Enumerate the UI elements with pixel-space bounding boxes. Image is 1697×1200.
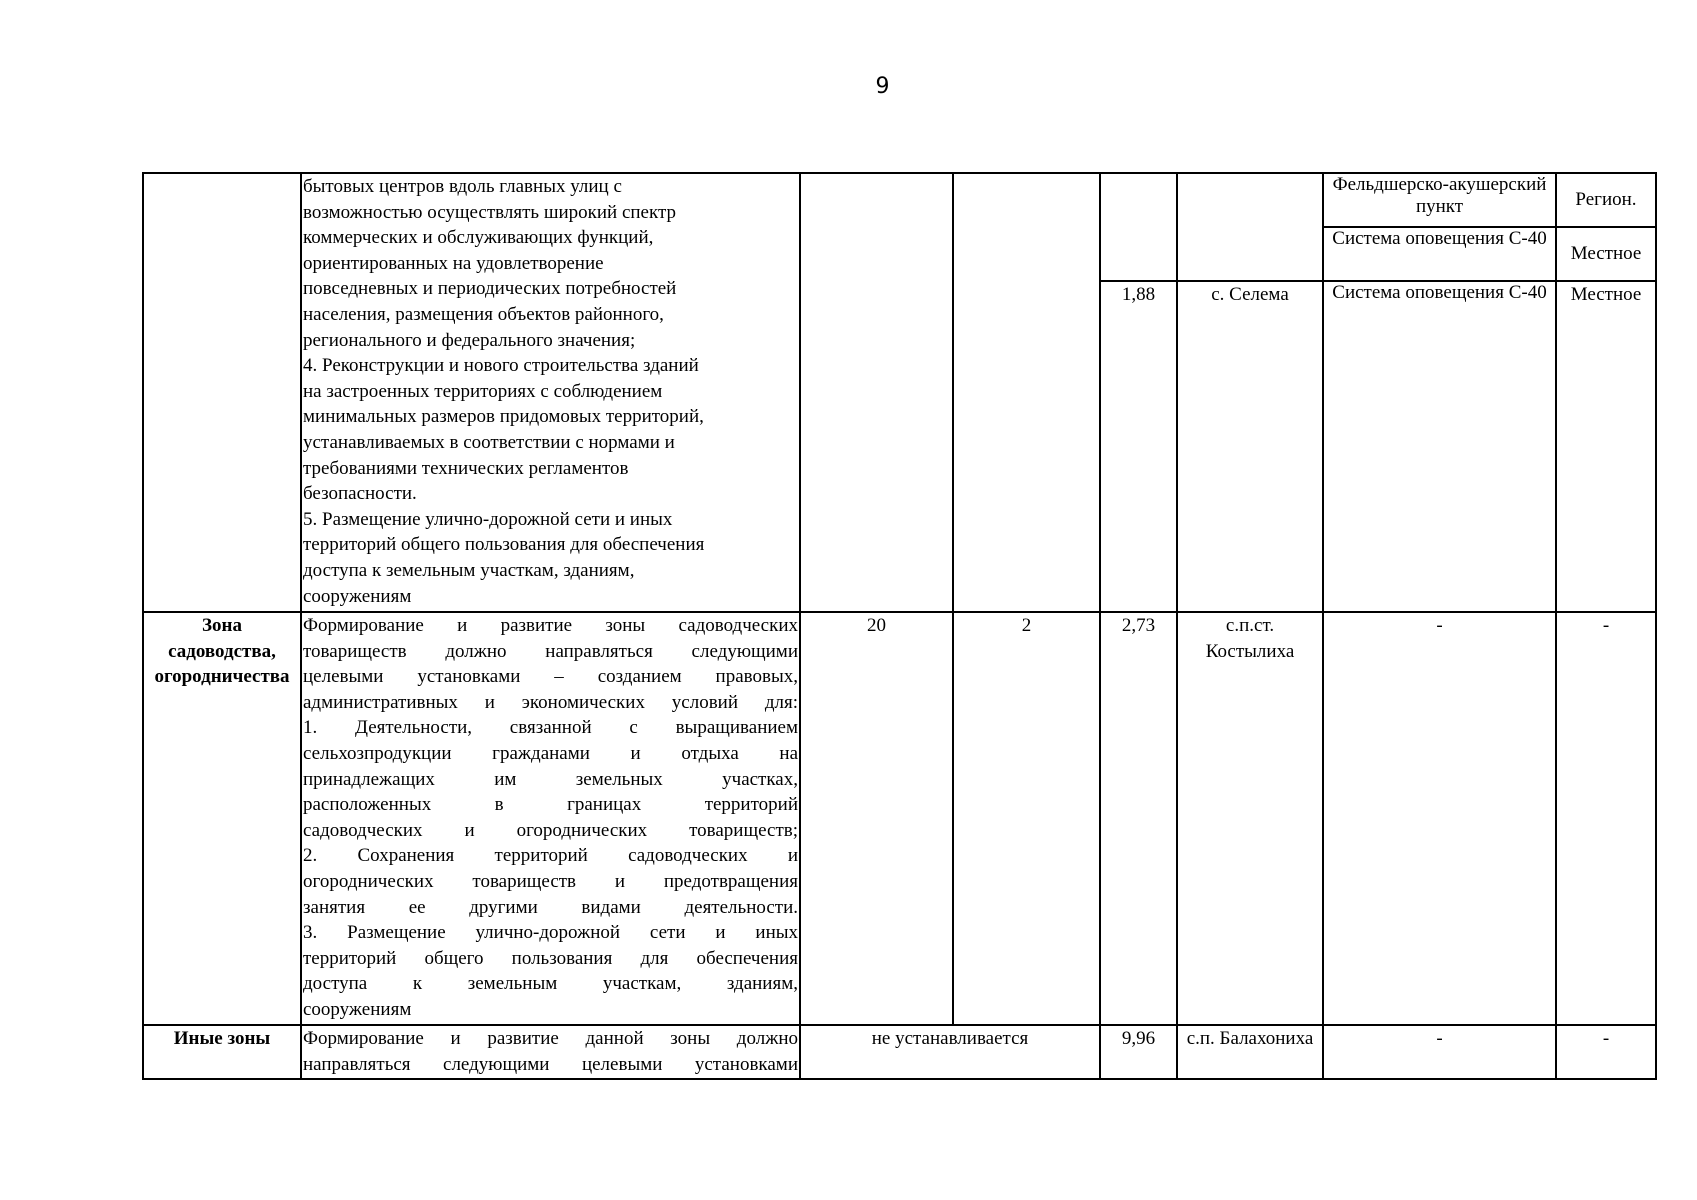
floors-cell: 2 [953, 612, 1100, 1025]
area-cell [1100, 173, 1177, 281]
description-line: целевыми установками – созданием правовых, [303, 666, 798, 688]
object-cell: - [1323, 1025, 1556, 1079]
significance-cell: - [1556, 612, 1656, 1025]
limits-cell: не устанавливается [800, 1025, 1100, 1079]
settlement-cell: с.п.ст. Костылиха [1177, 612, 1323, 1025]
description-line: административных и экономических условий для: [303, 691, 798, 713]
zone-cell: Иные зоны [143, 1025, 301, 1079]
significance-cell: Регион. [1556, 173, 1656, 227]
table-row [143, 612, 1656, 1025]
area-cell: 9,96 [1100, 1025, 1177, 1079]
table-row [143, 1025, 1656, 1079]
zone-description [301, 173, 800, 612]
significance-cell: Местное [1556, 281, 1656, 612]
object-cell: - [1323, 612, 1556, 1025]
empty-cell [953, 173, 1100, 612]
description-line: сооружениям [303, 585, 412, 607]
max-height-cell: 20 [800, 612, 953, 1025]
description-line: направляться следующими целевыми установками [303, 1053, 798, 1075]
description-line: сооружениям [303, 998, 412, 1020]
description-line: занятия ее другими видами деятельности. [303, 896, 798, 918]
description-line: 1. Деятельности, связанной с выращиванием [303, 717, 798, 739]
description-line: устанавливаемых в соответствии с нормами и [303, 431, 675, 453]
settlement-cell [1177, 173, 1323, 281]
description-line: огороднических товариществ и предотвращения [303, 870, 798, 892]
description-line: требованиями технических регламентов [303, 457, 629, 479]
empty-cell [800, 173, 953, 612]
description-line: товариществ должно направляться следующими [303, 640, 798, 662]
description-line: на застроенных территориях с соблюдением [303, 380, 663, 402]
description-line: доступа к земельным участкам, зданиям, [303, 559, 635, 581]
zone-cell: Зона садоводства, огородничества [143, 612, 301, 1025]
description-line: расположенных в границах территорий [303, 794, 798, 816]
area-cell: 2,73 [1100, 612, 1177, 1025]
page-number: 9 [875, 74, 890, 99]
description-line: Формирование и развитие зоны садоводческих [303, 615, 798, 636]
description-line: сельхозпродукции гражданами и отдыха на [303, 742, 798, 764]
settlement-cell: с.п. Балахониха [1177, 1025, 1323, 1079]
description-line: доступа к земельным участкам, зданиям, [303, 973, 798, 995]
object-cell: Фельдшерско-акушерский пункт [1323, 173, 1556, 227]
significance-cell: - [1556, 1025, 1656, 1079]
area-cell: 1,88 [1100, 281, 1177, 612]
object-cell: Система оповещения С-40 [1323, 227, 1556, 281]
description-line: бытовых центров вдоль главных улиц с [303, 176, 622, 197]
zone-cell [143, 173, 301, 612]
description-line: 3. Размещение улично-дорожной сети и иных [303, 922, 798, 944]
settlement-cell: с. Селема [1177, 281, 1323, 612]
description-line: 5. Размещение улично-дорожной сети и иных [303, 508, 673, 530]
description-line: территорий общего пользования для обеспечения [303, 534, 705, 556]
zone-description [301, 1025, 800, 1079]
description-line: садоводческих и огороднических товариществ; [303, 819, 798, 841]
description-line: принадлежащих им земельных участках, [303, 768, 798, 790]
description-line: безопасности. [303, 483, 417, 505]
description-line: возможностью осуществлять широкий спектр [303, 201, 676, 223]
zone-description [301, 612, 800, 1025]
object-cell: Система оповещения С-40 [1323, 281, 1556, 612]
zones-table [142, 172, 1657, 1080]
description-line: ориентированных на удовлетворение [303, 252, 604, 274]
description-line: коммерческих и обслуживающих функций, [303, 227, 654, 249]
description-line: населения, размещения объектов районного, [303, 303, 664, 325]
description-line: территорий общего пользования для обеспечения [303, 947, 798, 969]
significance-cell: Местное [1556, 227, 1656, 281]
description-line: 4. Реконструкции и нового строительства зданий [303, 355, 699, 377]
table-row [143, 173, 1656, 227]
description-line: повседневных и периодических потребностей [303, 278, 677, 300]
description-line: регионального и федерального значения; [303, 329, 636, 351]
description-line: Формирование и развитие данной зоны должно [303, 1028, 798, 1049]
description-line: 2. Сохранения территорий садоводческих и [303, 845, 798, 867]
description-line: минимальных размеров придомовых территорий, [303, 406, 704, 428]
